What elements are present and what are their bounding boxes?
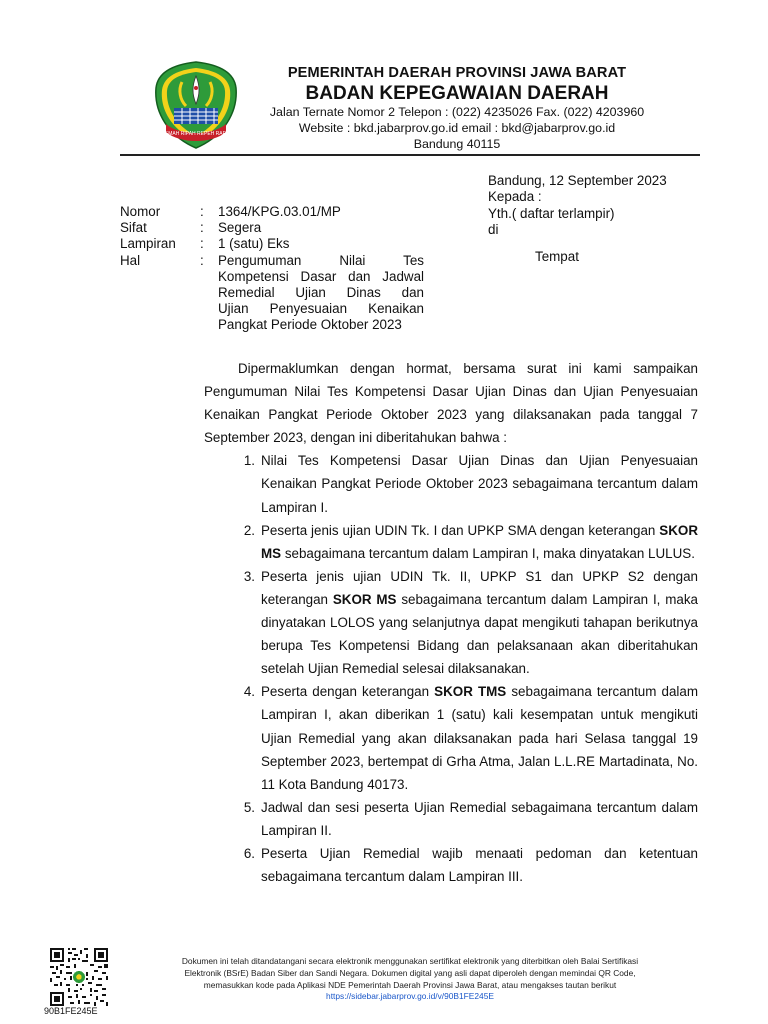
hal-line: Pangkat Periode Oktober 2023 bbox=[218, 317, 402, 333]
colon: : bbox=[200, 220, 204, 236]
lampiran-label: Lampiran bbox=[120, 236, 176, 252]
letter-body bbox=[204, 357, 698, 888]
meta-row-sifat bbox=[120, 220, 424, 236]
agency-city: Bandung 40115 bbox=[413, 137, 501, 151]
meta-row-nomor bbox=[120, 204, 424, 220]
list-item bbox=[204, 519, 698, 565]
item-text-bold: SKOR MS bbox=[261, 522, 698, 561]
government-name: PEMERINTAH DAERAH PROVINSI JAWA BARAT bbox=[287, 65, 627, 81]
hal-label: Hal bbox=[120, 252, 141, 268]
item-text bbox=[261, 519, 698, 565]
recipient-di: di bbox=[488, 222, 499, 237]
hal-line: Remedial Ujian Dinas dan bbox=[218, 285, 424, 301]
lampiran-value: 1 (satu) Eks bbox=[218, 236, 290, 252]
colon: : bbox=[200, 252, 204, 268]
intro-paragraph: Dipermaklumkan dengan hormat, bersama surat ini kami sampaikan Pengumuman Nilai Tes Kompetensi Dasar Ujian Dinas dan Ujian Penyesuaian Kenaikan Pangkat Periode Oktober 2023 yang dilaksanakan pada tanggal 7 September 2023, dengan ini diberitahukan bahwa : bbox=[204, 361, 698, 446]
hal-line: Pengumuman Nilai Tes bbox=[218, 252, 424, 268]
list-item bbox=[204, 796, 698, 842]
item-number: 1. bbox=[243, 453, 255, 469]
letterhead-divider bbox=[120, 154, 700, 156]
item-text-pre: Peserta Ujian Remedial wajib menaati pedoman dan ketentuan sebagaimana tercantum dalam Lampiran III. bbox=[261, 845, 698, 885]
item-text-pre: Nilai Tes Kompetensi Dasar Ujian Dinas dan Ujian Penyesuaian Kenaikan Pangkat Periode Oktober 2023 sebagaimana tercantum dalam Lampiran I. bbox=[261, 453, 698, 515]
item-text bbox=[261, 842, 698, 888]
footer-line: Dokumen ini telah ditandatangani secara elektronik menggunakan sertifikat elektronik yang diterbitkan oleh Balai Sertifikasi bbox=[181, 956, 639, 966]
west-java-emblem-icon bbox=[154, 60, 238, 150]
recipient-tempat: Tempat bbox=[535, 249, 579, 264]
letter-metadata bbox=[120, 204, 424, 334]
agency-name: BADAN KEPEGAWAIAN DAERAH bbox=[305, 83, 609, 104]
item-text-post: sebagaimana tercantum dalam Lampiran I, akan diberikan 1 (satu) kali kesempatan untuk mengikuti Ujian Remedial yang akan dilaksanakan pada hari Selasa tanggal 19 September 2023, bertempat di Grha Atma, Jalan L.L.RE Martadinata, No. 11 Kota Bandung 40173. bbox=[261, 684, 698, 792]
meta-row-hal bbox=[120, 253, 424, 334]
nomor-value: 1364/KPG.03.01/MP bbox=[218, 204, 341, 219]
e-signature-notice bbox=[130, 956, 690, 1003]
item-text-pre: Peserta jenis ujian UDIN Tk. I dan UPKP SMA dengan keterangan bbox=[261, 522, 660, 538]
item-text-post: sebagaimana tercantum dalam Lampiran I, maka dinyatakan LULUS. bbox=[281, 545, 695, 561]
list-item bbox=[204, 842, 698, 888]
hal-line: Kompetensi Dasar dan Jadwal bbox=[218, 268, 424, 284]
item-number: 6. bbox=[243, 845, 255, 861]
agency-address: Jalan Ternate Nomor 2 Telepon : (022) 4235026 Fax. (022) 4203960 bbox=[269, 105, 645, 119]
svg-text:GEMAH RIPAH REPEH RAPIH: GEMAH RIPAH REPEH RAPIH bbox=[161, 131, 231, 137]
verification-link[interactable]: https://sidebar.jabarprov.go.id/v/90B1FE245E bbox=[326, 991, 494, 1002]
colon: : bbox=[200, 236, 204, 252]
letter-date: Bandung, 12 September 2023 bbox=[488, 173, 667, 188]
item-text-pre: Peserta jenis ujian UDIN Tk. II, UPKP S1 dan UPKP S2 dengan keterangan bbox=[261, 568, 698, 607]
footer-line: memasukkan kode pada Aplikasi NDE Pemerintah Daerah Provinsi Jawa Barat, atau mengakses tautan berikut bbox=[203, 979, 617, 990]
item-text bbox=[261, 680, 698, 795]
item-text-post: sebagaimana tercantum dalam Lampiran I, maka dinyatakan LOLOS yang selanjutnya dapat mengikuti tahapan berikutnya berupa Tes Kompetensi Bidang dan pelaksanaan akan diberitahukan setelah Ujian Remedial selesai dilaksanakan. bbox=[261, 591, 698, 677]
announcement-list bbox=[204, 449, 698, 888]
recipient-kepada: Kepada : bbox=[488, 189, 542, 204]
item-number: 5. bbox=[243, 799, 255, 815]
item-text bbox=[261, 796, 698, 842]
hal-line: Ujian Penyesuaian Kenaikan bbox=[218, 301, 424, 317]
list-item bbox=[204, 565, 698, 680]
item-text-pre: Peserta dengan keterangan bbox=[261, 684, 435, 700]
list-item bbox=[204, 680, 698, 795]
letterhead-text bbox=[252, 64, 662, 152]
item-number: 2. bbox=[243, 522, 255, 538]
letterhead bbox=[0, 0, 768, 160]
meta-row-lampiran bbox=[120, 236, 424, 252]
agency-website: Website : bkd.jabarprov.go.id email : bkd@jabarprov.go.id bbox=[298, 121, 616, 135]
item-text-bold: SKOR MS bbox=[332, 591, 397, 607]
recipient-yth: Yth.( daftar terlampir) bbox=[488, 205, 615, 221]
sifat-label: Sifat bbox=[120, 220, 147, 236]
sifat-value: Segera bbox=[218, 220, 262, 236]
nomor-label: Nomor bbox=[120, 204, 161, 219]
verification-code: 90B1FE245E bbox=[44, 1006, 98, 1016]
list-item bbox=[204, 449, 698, 518]
item-text bbox=[261, 449, 698, 518]
item-number: 3. bbox=[243, 568, 255, 584]
recipient-block bbox=[488, 189, 615, 239]
item-number: 4. bbox=[243, 684, 255, 700]
footer-line: Elektronik (BSrE) Badan Siber dan Sandi Negara. Dokumen digital yang asli dapat diperoleh dengan memindai QR Code, bbox=[184, 967, 636, 978]
qr-code-icon[interactable] bbox=[50, 948, 108, 1006]
item-text-pre: Jadwal dan sesi peserta Ujian Remedial sebagaimana tercantum dalam Lampiran II. bbox=[261, 799, 698, 838]
hal-value bbox=[218, 253, 424, 334]
colon: : bbox=[200, 204, 204, 219]
item-text bbox=[261, 565, 698, 680]
item-text-bold: SKOR TMS bbox=[434, 684, 507, 700]
